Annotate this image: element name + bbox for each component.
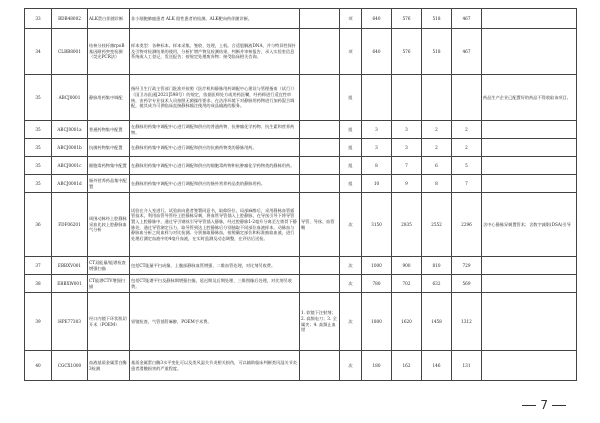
pricing-unit: 组 [340,75,362,121]
item-content: 胃镜检查，气管插管麻醉，POEM手术费。 [130,293,300,351]
pricing-unit: 次 [340,293,362,351]
table-row [25,157,577,175]
price-tier-1: 10 [362,175,392,193]
price-tier-4: 2 [452,139,482,157]
page-footer [518,398,570,412]
item-note [482,351,577,381]
item-name: 抗菌药物集中配置 [88,139,130,157]
excluded-items [300,139,340,157]
price-tier-3: 810 [422,257,452,275]
pricing-unit: 次 [340,193,362,257]
row-number: 38 [25,275,52,293]
price-tier-2: 7 [392,157,422,175]
price-tier-3: 8 [422,175,452,193]
item-content: 基质金属蛋白酶3水平变化可以及类风湿关节炎相关损伤，可以辅助临床判断类风湿关节炎患者滑膜损害的严重程度。 [130,351,300,381]
price-tier-4: 729 [452,257,482,275]
excluded-items [300,351,340,381]
price-tier-2: 702 [392,275,422,293]
price-tier-4: 2296 [452,193,482,257]
item-note [482,275,577,293]
item-note [482,175,577,193]
price-tier-2: 1620 [392,293,422,351]
item-content: 指经卫生行政主管部门批准并按照《医疗机构静脉用药调配中心建设与管理指南（试行）》（国卫办医函[2021]598号）的规定，依据医师处方或用药医嘱，经药师进行适宜性审核，由药学专业技术人员按照无菌操作要求，在洁净环境下对静脉用药物进行加药混合调配，使其成为可供临床直接静脉输注使用的成品输液的服务。 [130,75,300,121]
item-note: 药品生产企业已配置好的药品不得收取该项目。 [482,75,577,121]
price-tier-3: 2 [422,121,452,139]
item-content: 非小细胞肺癌患者 ALK 阳性患者的检测。ALK靶向药伴随诊断。 [130,9,300,29]
table-row [25,175,577,193]
item-name: 细胞毒药物集中配置 [88,157,130,175]
excluded-items [300,175,340,193]
item-code: ABCJ0001c [52,157,88,175]
price-tier-4: 467 [452,9,482,29]
page-number: 7 [540,398,548,412]
item-name: 血液基质金属蛋白酶3检测 [88,351,130,381]
table-row [25,275,577,293]
price-tier-3: 1458 [422,293,452,351]
item-content: 在静脉用药集中调配中心进行调配和供应的抗菌药物类的静脉用药。 [130,139,300,157]
price-tier-3: 518 [422,29,452,75]
item-name: 经口内镜下环状肌切开术（POEM） [88,293,130,351]
price-tier-3: 2552 [422,193,452,257]
item-content: 在静脉用药集中调配中心进行调配和供应的肠外营养药品类的静脉用药。 [130,175,300,193]
item-content: 试验在介入室进行。试验前向患者签署同意书，取仰卧位。局部麻醉后，采用静脉血管插管技术，利用血管导管经上腔静脉穿刺，将血管导管插入上腔静脉，在导丝引导下将导管置入上腔静脉中，通过导引钢丝引导导管插入静脉，经过腔静脉1-2毫升分离至左锁骨下静脉处，通过导管测定压力，取导管到达上腔静脉后分别抽取不同部位血液样本，动脉血与静脉血分析之间血样与对比检测。分别抽取静脉血，按照确定部位和标准抽取血液，进行处理后测定血液中的4毫升血液，在实时监测及动态调整，在评估后送检。 [130,193,300,257]
pricing-unit: 项 [340,9,362,29]
price-tier-2 [392,75,422,121]
item-name: CT能谱CTV增强扫描 [88,275,130,293]
table-row [25,293,577,351]
table-row [25,351,577,381]
price-tier-3: 632 [422,275,452,293]
item-content: 样本类型：各种标本。样本采集、签收、处理，上机。合适裂解液DNA，并与特异性探针及引物对检测结果的使用，分析扩增产物及检测结果，判断并审核报告，录入实验室信息系统或人工登记，发送报告；按规定处理废弃物；接受临床相关咨询。 [130,29,300,75]
row-number: 39 [25,293,52,351]
excluded-items [300,275,340,293]
price-tier-1: 8 [362,157,392,175]
price-tier-1: 640 [362,9,392,29]
item-content: 包括CT能量平扫成像、上腹部静脉血管增强、二维血管处理，对比剂另收费。 [130,257,300,275]
pricing-unit: 组 [340,175,362,193]
table-row [25,139,577,157]
table-row [25,29,577,75]
price-tier-1: 3 [362,139,392,157]
fee-table-sheet [24,8,576,381]
item-note [482,157,577,175]
price-tier-1: 640 [362,29,392,75]
price-tier-1: 180 [362,351,392,381]
price-tier-1: 1000 [362,257,392,275]
table-row [25,9,577,29]
item-name: 周围动脉经上腔静脉采血比较上腔静脉血气分析 [88,193,130,257]
price-tier-2: 576 [392,9,422,29]
pricing-unit: 次 [340,257,362,275]
price-tier-1: 3 [362,121,392,139]
excluded-items: 导管、导丝、血管鞘 [300,193,340,257]
price-tier-4: 131 [452,351,482,381]
item-code: CLBB8001 [52,29,88,75]
item-code: HPE77303 [52,293,88,351]
item-name: 肠外营养药品集中配置 [88,175,130,193]
table-row [25,121,577,139]
item-code: ABCJ0001 [52,75,88,121]
pricing-unit: 组 [340,121,362,139]
price-tier-3: 146 [422,351,452,381]
pricing-unit: 次 [340,275,362,293]
excluded-items [300,121,340,139]
price-tier-1: 780 [362,275,392,293]
table-row [25,75,577,121]
price-tier-3: 6 [422,157,452,175]
excluded-items: 1. 软镜下注射剂；2. 高频电刀；3. 全属夹；4. 高频止血钳 [300,293,340,351]
pricing-unit: 组 [340,157,362,175]
pricing-unit: 项 [340,29,362,75]
row-number: 35 [25,75,52,121]
price-tier-2: 900 [392,257,422,275]
price-tier-3 [422,75,452,121]
price-tier-4 [452,75,482,121]
footer-dash-left [522,405,536,406]
item-content: 在静脉用药集中调配中心进行调配和供应的细胞毒药物和抗肿瘤化学药物类的静脉用药。 [130,157,300,175]
item-note [482,9,577,29]
item-content: 在静脉用药集中调配中心进行调配和供应的普通药物、抗肿瘤化学药物、抗生素和营养药物。 [130,121,300,139]
price-tier-2: 2835 [392,193,422,257]
item-name: 静脉用药集中调配 [88,75,130,121]
row-number: 35 [25,175,52,193]
item-name: ALK蛋白伴随诊断 [88,9,130,29]
fee-table [24,8,577,381]
price-tier-3: 518 [422,9,452,29]
excluded-items [300,9,340,29]
pricing-unit: 次 [340,351,362,381]
price-tier-2: 162 [392,351,422,381]
item-note: 含中心静脉穿刺置管术；含数字减影(DSA)引导 [482,193,577,257]
item-name: 普通药物集中配置 [88,121,130,139]
price-tier-2: 9 [392,175,422,193]
row-number: 35 [25,139,52,157]
excluded-items [300,29,340,75]
item-code: FDF06201 [52,193,88,257]
item-note [482,29,577,75]
item-code: ABCJ0001d [52,175,88,193]
item-note [482,121,577,139]
row-number: 37 [25,257,52,275]
price-tier-1: 3150 [362,193,392,257]
excluded-items [300,257,340,275]
item-note [482,293,577,351]
row-number: 33 [25,9,52,29]
price-tier-2: 3 [392,139,422,157]
excluded-items [300,75,340,121]
item-code: ABCJ0001b [52,139,88,157]
item-note [482,257,577,275]
price-tier-1: 1800 [362,293,392,351]
footer-dash-right [552,405,566,406]
price-tier-4: 5 [452,157,482,175]
table-row [25,193,577,257]
price-tier-4: 7 [452,175,482,193]
row-number: 34 [25,29,52,75]
item-code: CGCX1000 [52,351,88,381]
price-tier-4: 569 [452,275,482,293]
excluded-items [300,157,340,175]
item-content: 包括CT能谱平扫及静脉期增强扫描，延迟期及后期处理、三维图像后处理，对比剂另收费。 [130,275,300,293]
item-note [482,139,577,157]
item-name: 结核分枝杆菌rpoB基因耐药突变检测（荧光PCR法） [88,29,130,75]
table-row [25,257,577,275]
row-number: 40 [25,351,52,381]
row-number: 36 [25,193,52,257]
price-tier-4: 2 [452,121,482,139]
pricing-unit: 组 [340,139,362,157]
row-number: 35 [25,121,52,139]
price-tier-1 [362,75,392,121]
price-tier-4: 467 [452,29,482,75]
item-code: ABCJ0001a [52,121,88,139]
price-tier-2: 3 [392,121,422,139]
price-tier-2: 576 [392,29,422,75]
price-tier-3: 2 [422,139,452,157]
item-code: EBBXW001 [52,275,88,293]
item-code: EBBXV001 [52,257,88,275]
item-code: BDB48002 [52,9,88,29]
item-name: CT双能量/能谱检查增强扫描 [88,257,130,275]
price-tier-4: 1312 [452,293,482,351]
row-number: 35 [25,157,52,175]
